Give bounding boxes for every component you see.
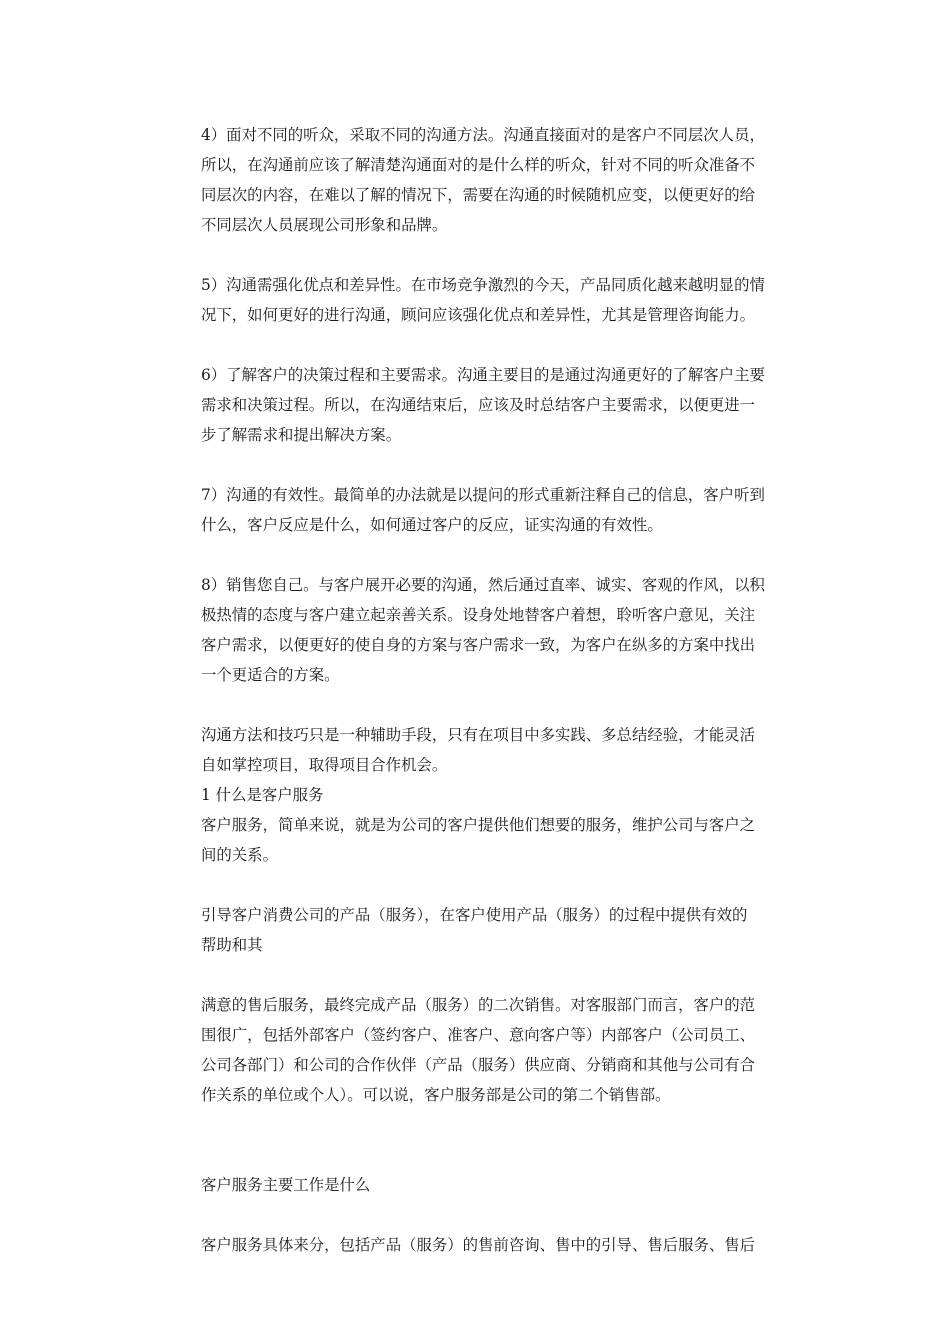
paragraph-6 [201,360,813,450]
text-line: 6）了解客户的决策过程和主要需求。沟通主要目的是通过沟通更好的了解客户主要 [201,366,765,384]
paragraph-7 [201,480,813,540]
text-line: 步了解需求和提出解决方案。 [201,426,402,444]
document-page [201,120,813,1260]
work-paragraph [201,1230,813,1260]
section-heading-main-work: 客户服务主要工作是什么 [201,1176,371,1194]
summary-paragraph [201,720,813,780]
text-line: 5）沟通需强化优点和差异性。在市场竞争激烈的今天，产品同质化越来越明显的情 [201,276,765,294]
text-line: 同层次的内容，在难以了解的情况下，需要在沟通的时候随机应变，以便更好的给 [201,186,756,204]
text-line: 需求和决策过程。所以，在沟通结束后，应该及时总结客户主要需求，以便更进一 [201,396,756,414]
text-line: 况下，如何更好的进行沟通，顾问应该强化优点和差异性，尤其是管理咨询能力。 [201,306,756,324]
text-line: 4）面对不同的听众，采取不同的沟通方法。沟通直接面对的是客户不同层次人员， [201,126,765,144]
text-line: 客户服务具体来分，包括产品（服务）的售前咨询、售中的引导、售后服务、售后 [201,1236,756,1254]
text-line: 客户服务，简单来说，就是为公司的客户提供他们想要的服务，维护公司与客户之 [201,816,756,834]
text-line: 一个更适合的方案。 [201,666,340,684]
text-line: 公司各部门）和公司的合作伙伴（产品（服务）供应商、分销商和其他与公司有合 [201,1056,756,1074]
text-line: 满意的售后服务，最终完成产品（服务）的二次销售。对客服部门而言，客户的范 [201,996,756,1014]
text-line: 极热情的态度与客户建立起亲善关系。设身处地替客户着想，聆听客户意见，关注 [201,606,756,624]
paragraph-5 [201,270,813,330]
satisfaction-paragraph [201,990,813,1110]
text-line: 所以，在沟通前应该了解清楚沟通面对的是什么样的听众，针对不同的听众准备不 [201,156,756,174]
guide-paragraph [201,900,813,960]
text-line: 间的关系。 [201,846,278,864]
text-line: 自如掌控项目，取得项目合作机会。 [201,756,448,774]
text-line: 8）销售您自己。与客户展开必要的沟通，然后通过直率、诚实、客观的作风，以积 [201,576,765,594]
text-line: 作关系的单位或个人）。可以说，客户服务部是公司的第二个销售部。 [201,1086,671,1104]
text-line: 沟通方法和技巧只是一种辅助手段，只有在项目中多实践、多总结经验，才能灵活 [201,726,756,744]
text-line: 什么，客户反应是什么，如何通过客户的反应，证实沟通的有效性。 [201,516,663,534]
text-line: 不同层次人员展现公司形象和品牌。 [201,216,448,234]
text-line: 7）沟通的有效性。最简单的办法就是以提问的形式重新注释自己的信息，客户听到 [201,486,765,504]
text-line: 帮助和其 [201,936,263,954]
text-line: 围很广，包括外部客户（签约客户、准客户、意向客户等）内部客户（公司员工、 [201,1026,756,1044]
paragraph-8 [201,570,813,690]
definition-paragraph [201,810,813,870]
paragraph-4 [201,120,813,240]
text-line: 引导客户消费公司的产品（服务），在客户使用产品（服务）的过程中提供有效的 [201,906,748,924]
text-line: 客户需求，以便更好的使自身的方案与客户需求一致，为客户在纵多的方案中找出 [201,636,756,654]
section-heading-customer-service: 1 什么是客户服务 [201,786,324,804]
